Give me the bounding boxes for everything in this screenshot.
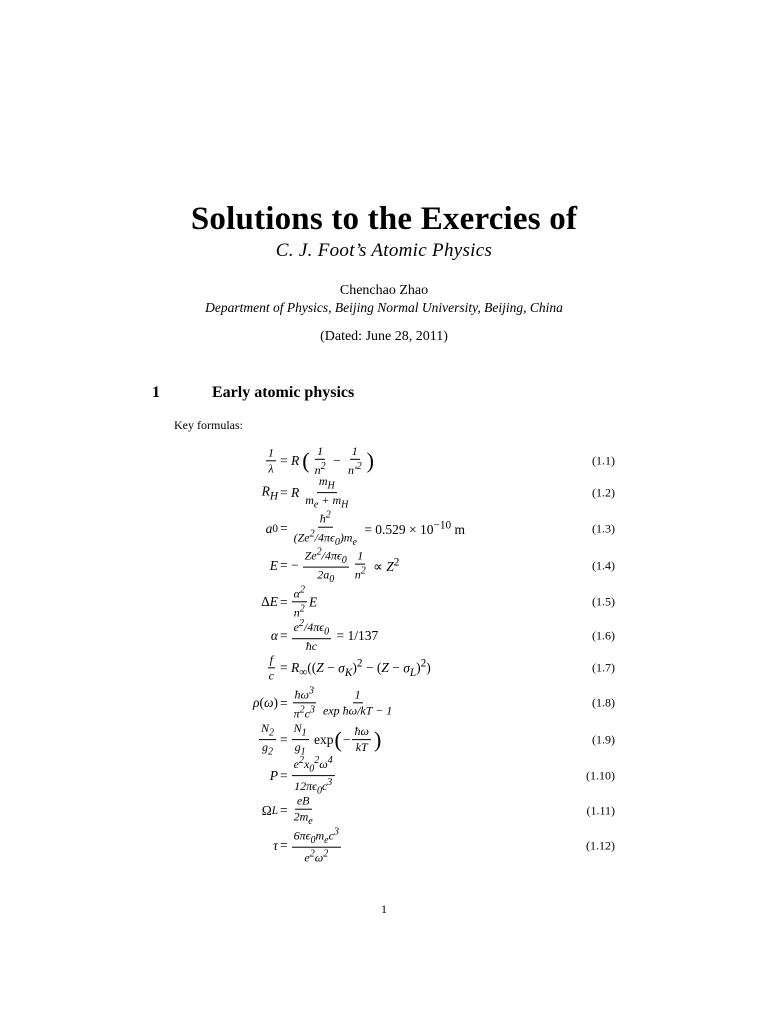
equation-lhs: ρ ( ω ) bbox=[252, 695, 278, 710]
equation-lhs: $R_H$ bbox=[261, 483, 278, 503]
equation-rhs: = $\frac{\alpha^2}{n^2}$ E bbox=[280, 584, 318, 620]
equation-lhs: τ bbox=[273, 838, 278, 853]
equation-1-2 bbox=[0, 474, 768, 511]
equation-lhs: $\frac{f}{c}$ bbox=[268, 652, 274, 683]
equation-number: (1.3) bbox=[592, 521, 615, 536]
equation-number: (1.8) bbox=[592, 695, 615, 710]
equation-number: (1.2) bbox=[592, 485, 615, 500]
equation-rhs: = R $\frac{m_H}{m_e + m_H}$ bbox=[280, 474, 349, 511]
equation-rhs: = $\frac{ħ^2}{(Ze^2/4\pi\epsilon_0)m_e}$ = $0.529 \times 10^{-10}$ m bbox=[280, 509, 466, 549]
equation-rhs: = − $\frac{Ze^2/4\pi\epsilon_0}{2a_0}$ $\frac{1}{n^2}$ ∝ $Z^2$ bbox=[280, 546, 400, 586]
equation-1-4 bbox=[0, 546, 768, 586]
equation-1-11 bbox=[0, 793, 768, 828]
equation-rhs: = $\frac{e^2x_0^2\omega^4}{12\pi\epsilon_0c^3}$ bbox=[280, 755, 333, 797]
equation-1-9 bbox=[0, 721, 768, 758]
equation-number: (1.5) bbox=[592, 594, 615, 609]
section-intro: Key formulas: bbox=[174, 418, 243, 432]
equation-1-10 bbox=[0, 755, 768, 797]
equation-1-12 bbox=[0, 826, 768, 866]
equation-lhs: P bbox=[269, 768, 278, 783]
equation-lhs: E bbox=[269, 558, 278, 573]
equation-number: (1.9) bbox=[592, 732, 615, 747]
equation-1-8 bbox=[0, 685, 768, 721]
equation-lhs: $\frac{N_2}{g_2}$ bbox=[260, 721, 274, 758]
section-title: Early atomic physics bbox=[212, 384, 355, 401]
equation-number: (1.11) bbox=[586, 803, 615, 818]
equation-rhs: = $R_\infty((Z - \sigma_K)^2 - (Z - \sigma_L)^2)$ bbox=[280, 657, 431, 679]
equation-1-7 bbox=[0, 652, 768, 683]
equation-number: (1.6) bbox=[592, 628, 615, 643]
equation-lhs: $\frac{1}{\lambda}$ bbox=[268, 445, 274, 476]
equation-1-6 bbox=[0, 618, 768, 654]
equation-rhs: = $\frac{e^2/4\pi\epsilon_0}{ħc}$ = 1/137 bbox=[280, 618, 379, 654]
paper-subtitle: C. J. Foot’s Atomic Physics bbox=[275, 240, 493, 261]
date-line: (Dated: June 28, 2011) bbox=[320, 329, 448, 344]
equation-rhs: = R ( $\frac{1}{n^2}$ − $\frac{1}{n'^2}$ ) bbox=[280, 443, 374, 477]
equation-rhs: = $\frac{N_1}{g_1}$ exp ( − $\frac{ħ\omega}{kT}$ ) bbox=[280, 721, 382, 758]
author-affiliation: Department of Physics, Beijing Normal University, Beijing, China bbox=[205, 300, 563, 315]
equation-rhs: = $\frac{ħ\omega^3}{\pi^2c^3}$ $\frac{1}{\text{exp ħω/kT − 1}}$ bbox=[280, 685, 393, 721]
equation-number: (1.4) bbox=[592, 558, 615, 573]
equation-number: (1.7) bbox=[592, 660, 615, 675]
paper-title: Solutions to the Exercies of bbox=[190, 201, 578, 237]
equation-lhs: α bbox=[270, 628, 278, 643]
equation-lhs: Δ E bbox=[261, 594, 278, 609]
equation-1-5 bbox=[0, 584, 768, 620]
page-number: 1 bbox=[381, 902, 387, 916]
equation-number: (1.12) bbox=[586, 838, 615, 853]
equation-1-3 bbox=[0, 509, 768, 549]
equation-rhs: = $\frac{6\pi\epsilon_0m_ec^3}{e^2\omega^2}$ bbox=[280, 826, 339, 866]
equation-lhs: Ω L bbox=[261, 803, 278, 818]
equation-1-1 bbox=[0, 443, 768, 477]
author-name: Chenchao Zhao bbox=[339, 283, 429, 298]
equation-rhs: = $\frac{eB}{2m_e}$ bbox=[280, 793, 313, 828]
section-heading bbox=[152, 384, 354, 402]
section-number: 1 bbox=[152, 384, 160, 401]
equation-lhs: a 0 bbox=[265, 521, 278, 536]
equation-number: (1.10) bbox=[586, 768, 615, 783]
equation-number: (1.1) bbox=[592, 453, 615, 468]
